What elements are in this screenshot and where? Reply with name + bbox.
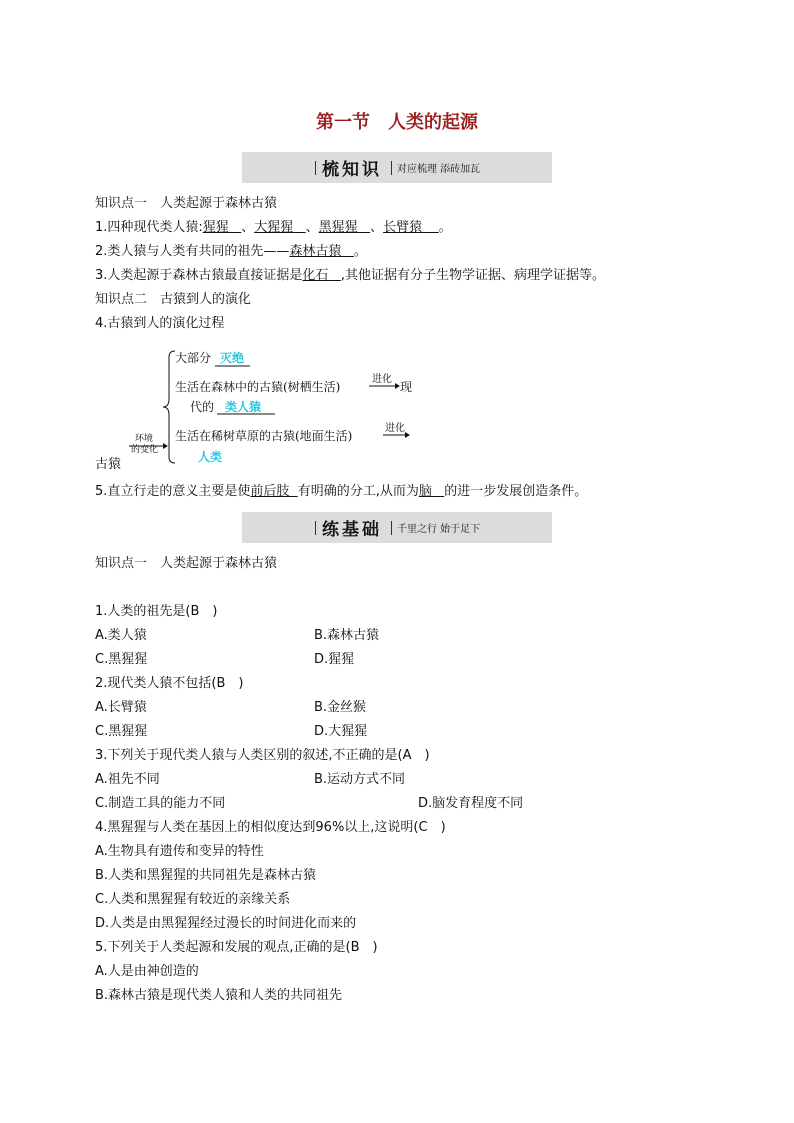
branch-3-answer: 人类 bbox=[198, 450, 223, 464]
banner-subtitle: 对应梳理 添砖加瓦 bbox=[397, 164, 481, 175]
question-stem: 3.下列关于现代类人猿与人类区别的叙述,不正确的是(A ) bbox=[95, 748, 430, 763]
question-text: 3.人类起源于森林古猿最直接证据是 bbox=[95, 268, 303, 283]
arrow-label-bottom: 的变化 bbox=[131, 445, 159, 455]
branch-2-label: 生活在森林中的古猿(树栖生活) bbox=[175, 380, 341, 394]
knowledge-point-heading: 知识点一 人类起源于森林古猿 bbox=[95, 196, 278, 211]
option-row bbox=[95, 795, 524, 813]
option-row bbox=[95, 771, 406, 789]
banner-divider bbox=[391, 161, 392, 175]
answer-blank: 大猩猩 bbox=[254, 220, 294, 235]
knowledge-point-heading: 知识点二 古猿到人的演化 bbox=[95, 292, 252, 307]
banner-divider bbox=[315, 161, 316, 175]
question-text: 1.四种现代类人猿: bbox=[95, 220, 203, 235]
question-stem: 5.下列关于人类起源和发展的观点,正确的是(B ) bbox=[95, 940, 378, 955]
option: C.人类和黑猩猩有较近的亲缘关系 bbox=[95, 892, 291, 907]
branch-1-label: 大部分 bbox=[175, 351, 212, 365]
banner-title: 练基础 bbox=[322, 520, 382, 540]
option: B.森林古猿 bbox=[314, 628, 380, 643]
knowledge-point-heading: 知识点一 人类起源于森林古猿 bbox=[95, 556, 278, 571]
option-row bbox=[95, 627, 380, 645]
banner-subtitle: 千里之行 始于足下 bbox=[397, 524, 481, 535]
option: B.人类和黑猩猩的共同祖先是森林古猿 bbox=[95, 868, 317, 883]
question-stem: 2.现代类人猿不包括(B ) bbox=[95, 676, 244, 691]
branch-1-answer: 灭绝 bbox=[220, 351, 245, 365]
option: A.人是由神创造的 bbox=[95, 964, 199, 979]
option: C.黑猩猩 bbox=[95, 652, 148, 667]
section-banner-knowledge bbox=[242, 152, 552, 183]
answer-blank: 黑猩猩 bbox=[318, 220, 358, 235]
banner-divider bbox=[391, 521, 392, 535]
banner-title: 梳知识 bbox=[322, 160, 382, 180]
option: B.金丝猴 bbox=[314, 700, 367, 715]
answer-blank: 脑 bbox=[418, 484, 432, 499]
diagram-start-label: 古猿 bbox=[95, 457, 122, 472]
branch-3-arrow-label: 进化 bbox=[385, 423, 405, 434]
section-banner-practice bbox=[242, 512, 552, 543]
option: A.类人猿 bbox=[95, 628, 147, 643]
branch-2-arrow-label: 进化 bbox=[372, 374, 392, 385]
option: D.猩猩 bbox=[314, 652, 355, 667]
option: A.生物具有遗传和变异的特性 bbox=[95, 844, 264, 859]
option: A.祖先不同 bbox=[95, 772, 160, 787]
option: D.人类是由黑猩猩经过漫长的时间进化而来的 bbox=[95, 916, 357, 931]
answer-blank: 猩猩 bbox=[202, 220, 229, 235]
option-row bbox=[95, 723, 368, 741]
answer-blank: 森林古猿 bbox=[289, 244, 342, 259]
question-text: 5.直立行走的意义主要是使 bbox=[95, 484, 251, 499]
page-title: 第一节 人类的起源 bbox=[316, 112, 478, 133]
option-row bbox=[95, 699, 367, 717]
branch-2-answer: 类人猿 bbox=[225, 400, 262, 414]
answer-blank: 化石 bbox=[302, 268, 329, 283]
fill-question-4: 4.古猿到人的演化过程 bbox=[95, 316, 225, 331]
option: B.森林古猿是现代类人猿和人类的共同祖先 bbox=[95, 988, 343, 1003]
evolution-diagram bbox=[95, 343, 455, 473]
question-text: 2.类人猿与人类有共同的祖先—— bbox=[95, 244, 290, 259]
fill-question-2: 2.类人猿与人类有共同的祖先——森林古猿 。 bbox=[95, 244, 367, 259]
fill-question-1: 1.四种现代类人猿:猩猩 、大猩猩 、黑猩猩 、长臂猿 。 bbox=[95, 220, 452, 235]
option: C.黑猩猩 bbox=[95, 724, 148, 739]
question-stem: 1.人类的祖先是(B ) bbox=[95, 604, 218, 619]
fill-question-5: 5.直立行走的意义主要是使前后肢 有明确的分工,从而为脑 的进一步发展创造条件。 bbox=[95, 484, 588, 499]
option: B.运动方式不同 bbox=[314, 772, 406, 787]
branch-2-tail: 现 bbox=[400, 380, 413, 394]
answer-blank: 前后肢 bbox=[250, 484, 290, 499]
fill-question-3: 3.人类起源于森林古猿最直接证据是化石 ,其他证据有分子生物学证据、病理学证据等。 bbox=[95, 268, 605, 283]
option: A.长臂猿 bbox=[95, 700, 147, 715]
branch-2-line2: 代的 bbox=[190, 400, 215, 414]
branch-3-label: 生活在稀树草原的古猿(地面生活) bbox=[175, 429, 353, 443]
option-row bbox=[95, 651, 355, 669]
option: D.脑发育程度不同 bbox=[418, 796, 524, 811]
question-stem: 4.黑猩猩与人类在基因上的相似度达到96%以上,这说明(C ) bbox=[95, 820, 446, 835]
option: D.大猩猩 bbox=[314, 724, 368, 739]
answer-blank: 长臂猿 bbox=[383, 220, 423, 235]
option: C.制造工具的能力不同 bbox=[95, 796, 226, 811]
arrow-label-top: 环境 bbox=[135, 434, 154, 444]
banner-divider bbox=[315, 521, 316, 535]
